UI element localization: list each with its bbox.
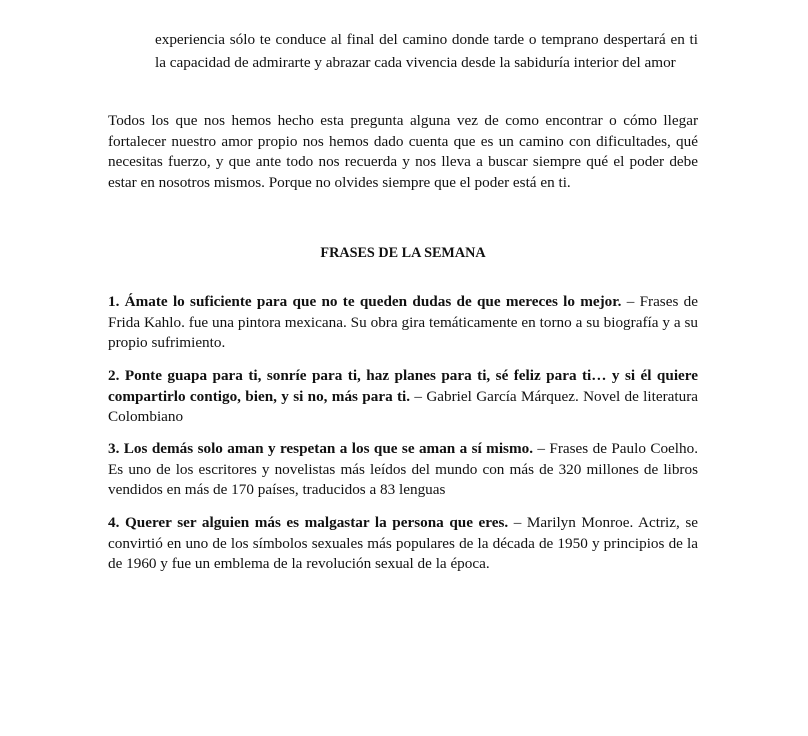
quote-attribution: – Marilyn Monroe. Actriz, se convirtió en uno de los símbolos sexuales más populares de la década de 1950 y principios de la de 1960 y fue un emblema de la revolución sexual de la época.: [108, 514, 698, 572]
indented-quote-paragraph: experiencia sólo te conduce al final del camino donde tarde o temprano despertará en ti la capacidad de admirarte y abrazar cada vivencia desde la sabiduría interior del amor: [155, 31, 698, 71]
quote-item-3: [108, 439, 698, 501]
quote-item-2: [108, 366, 698, 428]
quote-text: 3. Los demás solo aman y respetan a los que se aman a sí mismo.: [108, 440, 533, 457]
quote-attribution: – Frases de Frida Kahlo. fue una pintora mexicana. Su obra gira temáticamente en torno a su biografía y a su propio sufrimiento.: [108, 293, 698, 351]
section-heading: FRASES DE LA SEMANA: [320, 245, 486, 261]
quote-item-4: [108, 513, 698, 575]
quote-text: 1. Ámate lo suficiente para que no te queden dudas de que mereces lo mejor.: [108, 293, 622, 310]
quote-item-1: [108, 292, 698, 354]
quote-attribution: – Gabriel García Márquez. Novel de literatura Colombiano: [108, 387, 698, 425]
quote-attribution: – Frases de Paulo Coelho. Es uno de los escritores y novelistas más leídos del mundo con más de 320 millones de libros vendidos en más de 170 países, traducidos a 83 lenguas: [108, 440, 698, 498]
quote-text: 2. Ponte guapa para ti, sonríe para ti, haz planes para ti, sé feliz para ti… y si él quiere compartirlo contigo, bien, y si no, más para ti.: [108, 367, 698, 405]
quote-text: 4. Querer ser alguien más es malgastar la persona que eres.: [108, 514, 509, 531]
intro-paragraph: Todos los que nos hemos hecho esta pregunta alguna vez de como encontrar o cómo llegar fortalecer nuestro amor propio nos hemos dado cuenta que es un camino con dificultades, qué necesitas fuerzo, y que ante todo nos recuerda y nos lleva a buscar siempre qué el poder debe estar en nosotros mismos. Porque no olvides siempre que el poder está en ti.: [108, 112, 698, 191]
